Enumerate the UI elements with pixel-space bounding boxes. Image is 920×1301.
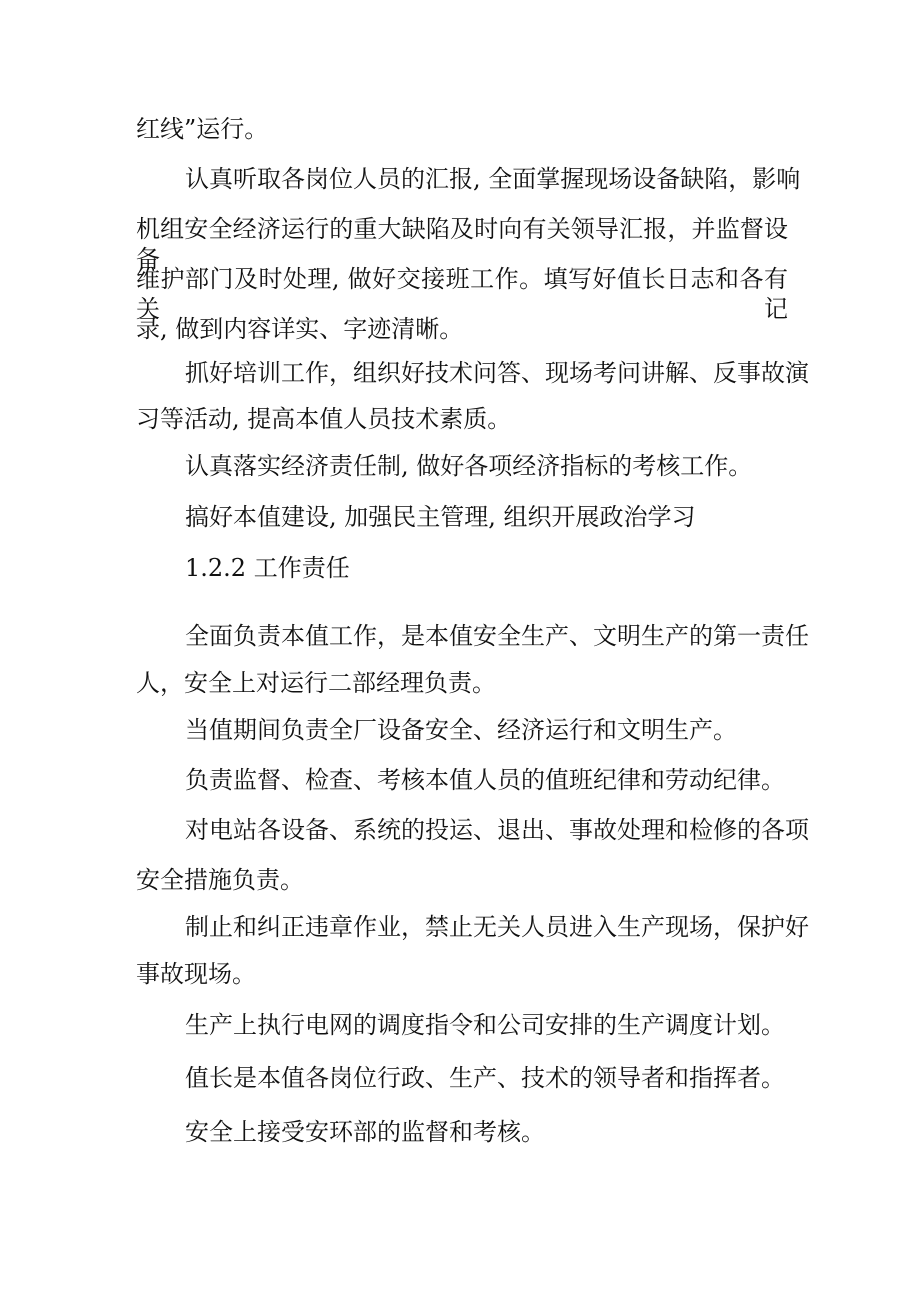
paragraph-overall-responsibility-line-1: 全面负责本值工作，是本值安全生产、文明生产的第一责任: [185, 622, 809, 650]
paragraph-safety-measures-line-2: 安全措施负责。: [136, 866, 304, 894]
paragraph-supervision: 安全上接受安环部的监督和考核。: [185, 1118, 545, 1146]
paragraph-on-duty-safety: 当值期间负责全厂设备安全、经济运行和文明生产。: [185, 716, 737, 744]
text-line-1: 红线”运行。: [136, 115, 269, 143]
paragraph-shift-leader-role: 值长是本值各岗位行政、生产、技术的领导者和指挥者。: [185, 1064, 785, 1092]
paragraph-overall-responsibility-line-2: 人，安全上对运行二部经理负责。: [136, 669, 496, 697]
paragraph-duty-report-line-3: 维护部门及时处理, 做好交接班工作。填写好值长日志和各有关记: [136, 265, 788, 323]
section-heading-1-2-2: 1.2.2 工作责任: [185, 554, 350, 582]
paragraph-training-line-2: 习等活动, 提高本值人员技术素质。: [136, 405, 512, 433]
paragraph-duty-report-line-2: 机组安全经济运行的重大缺陷及时向有关领导汇报，并监督设备: [136, 215, 788, 273]
paragraph-stop-violations-line-2: 事故现场。: [136, 960, 256, 988]
paragraph-grid-dispatch: 生产上执行电网的调度指令和公司安排的生产调度计划。: [185, 1011, 785, 1039]
paragraph-training-line-1: 抓好培训工作，组织好技术问答、现场考问讲解、反事故演: [185, 359, 809, 387]
paragraph-economic-responsibility: 认真落实经济责任制, 做好各项经济指标的考核工作。: [185, 452, 753, 480]
paragraph-discipline: 负责监督、检查、考核本值人员的值班纪律和劳动纪律。: [185, 766, 785, 794]
paragraph-stop-violations-line-1: 制止和纠正违章作业，禁止无关人员进入生产现场，保护好: [185, 913, 809, 941]
paragraph-duty-report-line-4: 录, 做到内容详实、字迹清晰。: [136, 315, 464, 343]
paragraph-team-building: 搞好本值建设, 加强民主管理, 组织开展政治学习: [185, 503, 696, 531]
paragraph-duty-report-line-1: 认真听取各岗位人员的汇报, 全面掌握现场设备缺陷，影响: [185, 165, 801, 193]
paragraph-safety-measures-line-1: 对电站各设备、系统的投运、退出、事故处理和检修的各项: [185, 816, 809, 844]
